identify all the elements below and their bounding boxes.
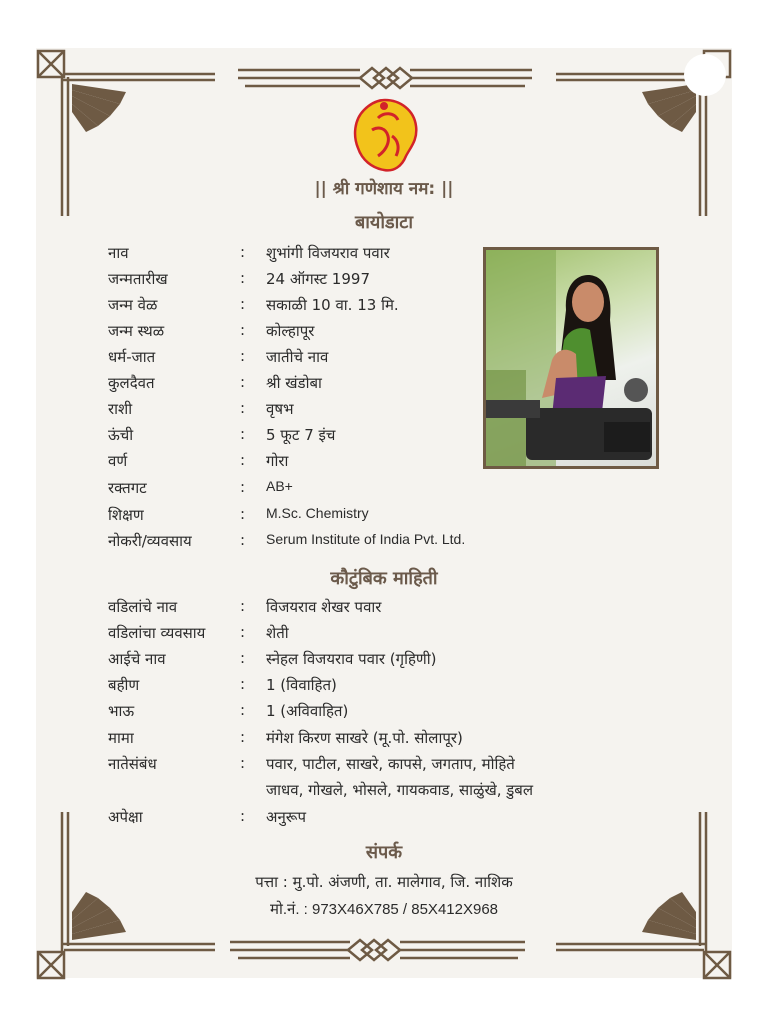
row-value: AB+ (266, 478, 293, 494)
row-value: 1 (अविवाहित) (266, 702, 349, 720)
row-value: अनुरूप (266, 808, 306, 826)
row-label: भाऊ (108, 702, 135, 720)
row-value-continued: जाधव, गोखले, भोसले, गायकवाड, साळुंखे, डुबल (266, 781, 534, 799)
row-colon: : (240, 347, 246, 365)
row-colon: : (240, 269, 246, 287)
row-colon: : (240, 597, 246, 615)
row-colon: : (240, 399, 246, 417)
row-label: नाव (108, 244, 129, 262)
row-colon: : (240, 425, 246, 443)
biodata-title: बायोडाटा (354, 212, 414, 233)
row-label: वर्ण (108, 452, 128, 470)
row-label: जन्मतारीख (108, 270, 168, 288)
row-value: जातीचे नाव (266, 348, 329, 366)
row-colon: : (240, 807, 246, 825)
row-label: नातेसंबंध (108, 755, 157, 773)
row-colon: : (240, 754, 246, 772)
row-colon: : (240, 531, 246, 549)
row-colon: : (240, 728, 246, 746)
row-value: गोरा (266, 452, 289, 470)
row-colon: : (240, 675, 246, 693)
profile-photo (483, 247, 659, 469)
photo-illustration (486, 250, 656, 466)
contact-title: संपर्क (365, 842, 403, 863)
row-colon: : (240, 451, 246, 469)
row-value: 1 (विवाहित) (266, 676, 337, 694)
row-label: धर्म-जात (108, 348, 156, 366)
row-value: वृषभ (266, 400, 294, 418)
row-value: शुभांगी विजयराव पवार (266, 244, 390, 262)
row-colon: : (240, 701, 246, 719)
family-title: कौटुंबिक माहिती (330, 568, 438, 589)
row-label: जन्म स्थळ (108, 322, 165, 340)
row-value: सकाळी 10 वा. 13 मि. (266, 296, 399, 314)
row-colon: : (240, 649, 246, 667)
row-colon: : (240, 243, 246, 261)
row-label: नोकरी/व्यवसाय (108, 532, 192, 550)
white-circle (684, 54, 726, 96)
contact-phone: मो.नं. : 973X46X785 / 85X412X968 (269, 901, 499, 918)
row-colon: : (240, 373, 246, 391)
row-label: ऊंची (108, 426, 134, 444)
row-value: Serum Institute of India Pvt. Ltd. (266, 531, 466, 547)
row-label: अपेक्षा (108, 808, 143, 826)
row-value: M.Sc. Chemistry (266, 505, 369, 521)
row-label: आईचे नाव (108, 650, 166, 668)
row-value: 24 ऑगस्ट 1997 (266, 270, 370, 288)
contact-address: पत्ता : मु.पो. अंजणी, ता. मालेगाव, जि. नाशिक (255, 873, 513, 891)
row-value: शेती (266, 624, 289, 642)
row-colon: : (240, 505, 246, 523)
invocation-text: || श्री गणेशाय नम: || (314, 179, 454, 199)
row-value: श्री खंडोबा (266, 374, 322, 392)
row-label: वडिलांचा व्यवसाय (108, 624, 206, 642)
row-colon: : (240, 623, 246, 641)
row-label: वडिलांचे नाव (108, 598, 178, 616)
row-label: राशी (108, 400, 133, 418)
ganesh-icon (348, 96, 422, 174)
row-colon: : (240, 295, 246, 313)
row-label: रक्तगट (108, 479, 147, 497)
row-label: शिक्षण (108, 506, 144, 524)
row-value: 5 फूट 7 इंच (266, 426, 336, 444)
row-value: पवार, पाटील, साखरे, कापसे, जगताप, मोहिते (266, 755, 515, 773)
row-value: विजयराव शेखर पवार (266, 598, 382, 616)
row-label: कुलदैवत (108, 374, 155, 392)
row-value: स्नेहल विजयराव पवार (गृहिणी) (266, 650, 437, 668)
row-colon: : (240, 478, 246, 496)
row-value: कोल्हापूर (266, 322, 315, 340)
row-label: जन्म वेळ (108, 296, 158, 314)
row-label: मामा (108, 729, 134, 747)
row-colon: : (240, 321, 246, 339)
row-label: बहीण (108, 676, 140, 694)
row-value: मंगेश किरण साखरे (मू.पो. सोलापूर) (266, 729, 463, 747)
